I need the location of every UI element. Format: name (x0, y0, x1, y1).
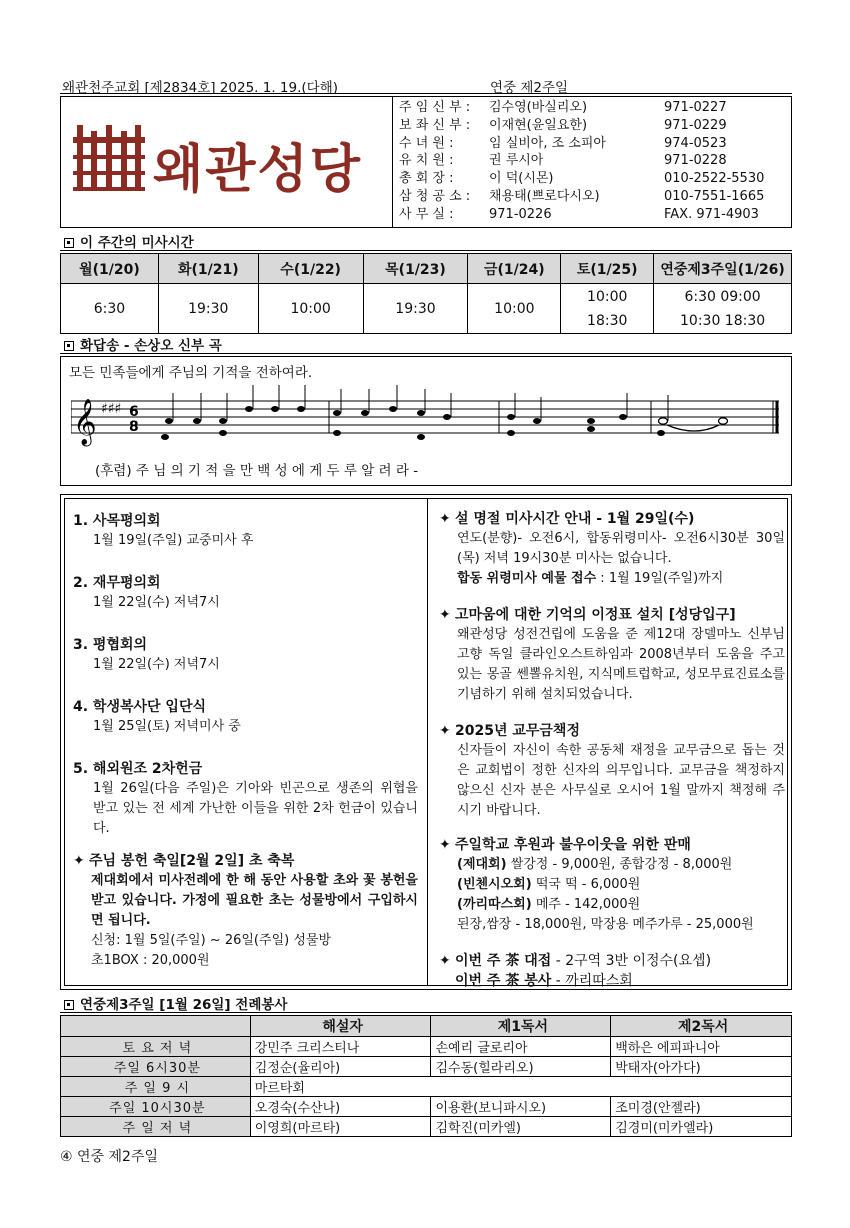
service-time-cell: 토 요 저 녁 (61, 1037, 251, 1057)
sale-text: 떡국 떡 - 6,000원 (531, 877, 641, 892)
notice-item (73, 511, 418, 551)
notices-right-column (439, 509, 785, 991)
diamond-bullet-icon: ✦ (439, 837, 451, 853)
staff-role: 총 회 장 : (399, 171, 454, 187)
service-row (61, 1057, 792, 1077)
candle-notice: ✦ 주님 봉헌 축일[2월 2일] 초 축복 제대회에서 미사전례에 한 해 동안 사용할 초와 꽃 봉헌을 받고 있습니다. 가정에 필요한 초는 성물방에서 구입하시면 됩니다. 신청: 1월 5일(주일) ~ 26일(주일) 성물방 초1BOX : 20,000원 (73, 853, 418, 968)
staff-phone: 971-0227 (664, 100, 727, 115)
notice-title: 5. 해외원조 2차헌금 (73, 761, 203, 777)
svg-text:♯♯♯: ♯♯♯ (101, 401, 122, 417)
notice-title: 1. 사목평의회 (73, 513, 161, 529)
service-cell: 김경미(미카엘라) (611, 1117, 792, 1137)
staff-role: 유 치 원 : (399, 153, 454, 169)
mass-time-cell (363, 284, 468, 334)
svg-text:6: 6 (129, 404, 139, 420)
sale-item (439, 915, 785, 935)
sale-item (439, 855, 785, 875)
staff-phone: 010-2522-5530 (664, 171, 765, 187)
service-time-cell: 주일 10시30분 (61, 1097, 251, 1117)
staff-name: 임 실비아, 조 소피아 (489, 135, 606, 151)
sale-item (439, 875, 785, 895)
liturgical-day: 연중 제2주일 (490, 80, 569, 96)
mass-time-cell (158, 284, 258, 334)
music-staff-icon (71, 381, 783, 461)
staff-name: 권 루시아 (489, 153, 544, 169)
diamond-bullet-icon: ✦ (439, 723, 451, 739)
psalm-box (60, 356, 792, 486)
notice-item (439, 509, 785, 589)
service-row (61, 1117, 792, 1137)
staff-row (399, 188, 789, 206)
service-time-cell: 주일 6시30분 (61, 1057, 251, 1077)
church-logo-icon (69, 125, 149, 195)
sale-text: 메주 - 142,000원 (531, 897, 641, 912)
psalm-lyrics: (후렴) 주 님 의 기 적 을 만 백 성 에 게 두 루 알 려 라 - (95, 463, 419, 479)
mass-time-cell (654, 284, 792, 334)
svg-text:8: 8 (129, 419, 139, 435)
service-cell: 김정순(율리아) (250, 1057, 431, 1077)
mass-day-cell: 토(1/25) (561, 254, 654, 284)
psalm-verse: 모든 민족들에게 주님의 기적을 전하여라. (69, 365, 313, 381)
notice-extra-text: : 1월 19일(주일)까지 (596, 571, 724, 586)
service-row (61, 1097, 792, 1117)
notice-item (73, 573, 418, 613)
staff-name: 이 덕(시몬) (489, 171, 554, 187)
sale-notice: ✦ 주일학교 후원과 불우이웃을 위한 판매 (제대회) 쌀강정 - 9,000원, 종합강정 - 8,000원 (빈첸시오회) 떡국 떡 - 6,000원 (까리따스회) 메주 - 142,000원 된장,쌈장 - 18,000원, 막장용 메주가루 - 25,000원 (439, 835, 785, 935)
service-cell: 강민주 크리스티나 (250, 1037, 431, 1057)
staff-role: 주 임 신 부 : (399, 100, 471, 115)
service-cell: 손예리 글로리아 (431, 1037, 611, 1057)
square-bullet-icon (64, 238, 74, 248)
service-cell: 김수동(힐라리오) (431, 1057, 611, 1077)
notice-title-text: 설 명절 미사시간 안내 - 1월 29일(수) (455, 511, 695, 527)
duty-notice: ✦ 이번 주 茶 대접 - 2구역 3반 이정수(요셉) 이번 주 茶 봉사 - 까리따스회 (439, 953, 712, 989)
notice-item (73, 635, 418, 675)
staff-row (399, 99, 789, 117)
sale-group: (제대회) (457, 857, 507, 872)
sale-item (439, 895, 785, 915)
staff-directory (399, 99, 789, 224)
notice-body: 왜관성당 성전건립에 도움을 준 제12대 장델마노 신부님 고향 독일 클라인오스트하임과 2008년부터 도움을 주고 있는 몽골 쎈뽈유치원, 지식메트럽학교, 성모무료진료소를 기념하기 위해 설치되었습니다. (457, 627, 785, 702)
notice-title (439, 721, 785, 741)
staff-phone: FAX. 971-4903 (664, 206, 759, 222)
mass-time: 19:30 (395, 300, 436, 317)
mass-time: 10:30 18:30 (680, 312, 766, 329)
notice-title: 4. 학생복사단 입단식 (73, 699, 206, 715)
page-footer: ④ 연중 제2주일 (60, 1149, 158, 1165)
square-bullet-icon (64, 1000, 74, 1010)
mass-times-row (61, 284, 792, 334)
parish-logo-text: 왜관성당 (153, 140, 362, 200)
staff-phone: 010-7551-1665 (664, 188, 765, 204)
service-row (61, 1077, 792, 1097)
mass-time-cell (561, 284, 654, 334)
mass-day-cell: 연중제3주일(1/26) (654, 254, 792, 284)
notice-body: 1월 26일(다음 주일)은 기아와 빈곤으로 생존의 위협을 받고 있는 전 세계 가난한 이들을 위한 2차 헌금이 있습니다. (93, 781, 418, 836)
notice-body: 연도(분향)- 오전6시, 합동위령미사- 오전6시30분 30일(목) 저녁 19시30분 미사는 없습니다. (457, 531, 785, 566)
mass-time: 10:00 (290, 300, 331, 317)
notice-title: 2. 재무평의회 (73, 575, 161, 591)
mass-time: 10:00 (587, 288, 628, 305)
notice-extra (439, 569, 785, 589)
sale-group: (까리따스회) (457, 897, 532, 912)
mass-times-table (60, 253, 792, 334)
staff-name: 채용태(쁘로다시오) (489, 188, 600, 204)
bulletin-issue: 왜관천주교회 [제2834호] 2025. 1. 19.(다해) (62, 80, 338, 96)
staff-phone: 974-0523 (664, 135, 727, 151)
service-cell: 마르타회 (250, 1077, 791, 1097)
psalm-section-title: 화답송 - 손상오 신부 곡 (60, 334, 792, 354)
liturgical-service-table (60, 1015, 792, 1137)
mass-time: 18:30 (587, 312, 628, 329)
service-cell: 이용환(보니파시오) (431, 1097, 611, 1117)
service-cell: 조미경(안젤라) (611, 1097, 792, 1117)
service-time-cell: 주 일 9 시 (61, 1077, 251, 1097)
header-bar (60, 74, 792, 94)
staff-name: 김수영(바실리오) (489, 100, 588, 115)
notice-body: 신자들이 자신이 속한 공동체 재정을 교무금으로 돕는 것은 교회법이 정한 신자의 의무입니다. 교무금을 책정하지 않으신 신자 분은 사무실로 오시어 1월 말까지 책정해 주시기 바랍니다. (457, 743, 785, 818)
service-row (61, 1037, 792, 1057)
staff-role: 사 무 실 : (399, 206, 454, 222)
notice-item (439, 721, 785, 821)
staff-name: 이재현(윤일요한) (489, 117, 588, 133)
notice-extra-bold: 합동 위령미사 예물 접수 (457, 571, 597, 586)
diamond-bullet-icon: ✦ (73, 853, 85, 869)
diamond-bullet-icon: ✦ (439, 607, 451, 623)
staff-row (399, 206, 789, 224)
parish-info-box (60, 96, 792, 228)
staff-role: 수 녀 원 : (399, 135, 454, 151)
notice-body: 1월 22일(수) 저녁7시 (93, 657, 220, 672)
service-cell: 백하은 에피파니아 (611, 1037, 792, 1057)
mass-section-title: 이 주간의 미사시간 (60, 231, 792, 251)
notices-box (60, 494, 792, 990)
staff-role: 보 좌 신 부 : (399, 117, 471, 133)
service-header-row (61, 1016, 792, 1037)
notice-title-text: 고마움에 대한 기억의 이정표 설치 [성당입구] (455, 607, 736, 623)
service-header-cell (61, 1016, 251, 1037)
staff-row (399, 170, 789, 188)
mass-day-cell: 목(1/23) (363, 254, 468, 284)
mass-days-row (61, 254, 792, 284)
diamond-bullet-icon: ✦ (439, 511, 451, 527)
mass-time-cell (468, 284, 561, 334)
staff-row (399, 117, 789, 135)
service-cell: 김학진(미카엘) (431, 1117, 611, 1137)
service-header-cell: 제2독서 (611, 1016, 792, 1037)
staff-name: 971-0226 (489, 206, 552, 222)
staff-phone: 971-0229 (664, 117, 727, 133)
staff-row (399, 152, 789, 170)
mass-day-cell: 금(1/24) (468, 254, 561, 284)
notice-item (73, 759, 418, 839)
service-cell: 박태자(아가다) (611, 1057, 792, 1077)
right-notice-list (439, 509, 785, 821)
notice-title-text: 2025년 교무금책정 (455, 723, 580, 739)
notice-body: 1월 22일(수) 저녁7시 (93, 595, 220, 610)
mass-day-cell: 화(1/21) (158, 254, 258, 284)
sale-group: (빈첸시오회) (457, 877, 532, 892)
mass-time: 6:30 09:00 (684, 288, 761, 305)
staff-row (399, 135, 789, 153)
notice-title (439, 605, 785, 625)
mass-day-cell: 월(1/20) (61, 254, 159, 284)
numbered-notice-list (73, 511, 418, 839)
square-bullet-icon (64, 341, 74, 351)
notice-item (73, 697, 418, 737)
mass-day-cell: 수(1/22) (258, 254, 363, 284)
mass-time: 10:00 (494, 300, 535, 317)
svg-text:𝄞: 𝄞 (73, 399, 97, 445)
service-time-cell: 주 일 저 녁 (61, 1117, 251, 1137)
mass-time-cell (61, 284, 159, 334)
notices-left-column (73, 511, 418, 971)
mass-time: 6:30 (93, 300, 126, 317)
notice-body: 1월 25일(토) 저녁미사 중 (93, 719, 241, 734)
mass-time: 19:30 (188, 300, 229, 317)
diamond-bullet-icon: ✦ (439, 953, 451, 969)
notice-body: 1월 19일(주일) 교중미사 후 (93, 533, 254, 548)
service-section-title: 연중제3주일 [1월 26일] 전례봉사 (60, 993, 792, 1013)
service-cell: 이영희(마르타) (250, 1117, 431, 1137)
service-header-cell: 제1독서 (431, 1016, 611, 1037)
staff-phone: 971-0228 (664, 153, 727, 169)
service-cell: 오경숙(수산나) (250, 1097, 431, 1117)
staff-role: 삼 청 공 소 : (399, 188, 471, 204)
sale-text: 된장,쌈장 - 18,000원, 막장용 메주가루 - 25,000원 (457, 917, 754, 932)
notice-title: 3. 평협회의 (73, 637, 148, 653)
notice-item (439, 605, 785, 705)
sale-item-list (439, 855, 785, 935)
notice-title (439, 509, 785, 529)
mass-time-cell (258, 284, 363, 334)
logo-area (61, 97, 393, 227)
service-header-cell: 해설자 (250, 1016, 431, 1037)
sale-text: 쌀강정 - 9,000원, 종합강정 - 8,000원 (506, 857, 733, 872)
column-divider (427, 498, 428, 986)
